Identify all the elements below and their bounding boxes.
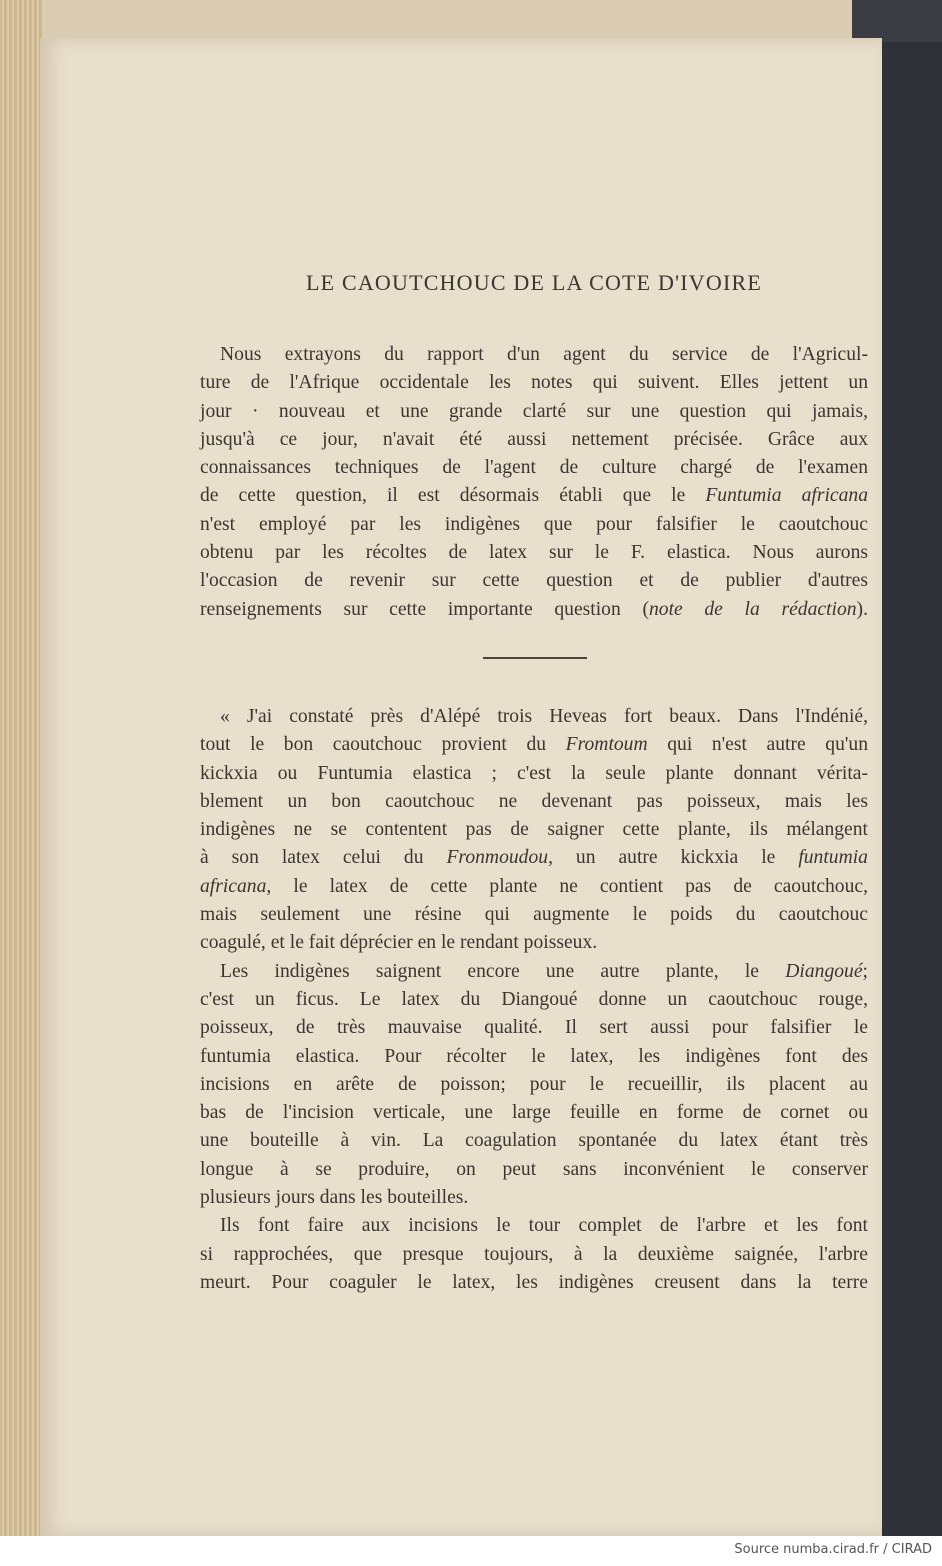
- text-segment: connaissances techniques de l'agent de culture chargé de l'examen: [200, 457, 868, 479]
- italic-text: funtumia: [798, 847, 868, 869]
- text-segment: tout le bon caoutchouc provient du: [200, 734, 566, 756]
- text-segment: Les indigènes saignent encore une autre plante, le: [220, 960, 786, 982]
- text-line: [200, 567, 868, 595]
- text-line: [200, 1156, 868, 1184]
- text-segment: mais seulement une résine qui augmente le poids du caoutchouc: [200, 904, 868, 926]
- text-segment: obtenu par les récoltes de latex sur le F. elastica. Nous aurons: [200, 542, 868, 564]
- text-segment: à son latex celui du: [200, 847, 447, 869]
- italic-text: Fromtoum: [565, 734, 648, 756]
- text-line: [200, 844, 868, 872]
- text-segment: funtumia elastica. Pour récolter le latex, les indigènes font des: [200, 1045, 868, 1067]
- text-line: [200, 929, 868, 957]
- text-segment: n'est employé par les indigènes que pour falsifier le caoutchouc: [200, 513, 868, 535]
- italic-text: africana: [200, 875, 267, 897]
- text-segment: jour · nouveau et une grande clarté sur une question qui jamais,: [200, 400, 868, 422]
- text-line: [200, 731, 868, 759]
- italic-text: note de la rédaction: [648, 598, 857, 620]
- text-segment: ).: [856, 598, 868, 620]
- text-line: [200, 1043, 868, 1071]
- text-line: [200, 958, 868, 986]
- text-segment: incisions en arête de poisson; pour le recueillir, ils placent au: [200, 1073, 868, 1095]
- text-segment: kickxia ou Funtumia elastica ; c'est la seule plante donnant vérita-: [200, 762, 868, 784]
- italic-text: Funtumia africana: [705, 485, 868, 507]
- text-segment: bas de l'incision verticale, une large feuille en forme de cornet ou: [200, 1102, 868, 1124]
- text-line: [200, 760, 868, 788]
- section-divider: [483, 657, 587, 659]
- text-line: [200, 539, 868, 567]
- text-line: [200, 873, 868, 901]
- text-segment: de cette question, il est désormais établi que le: [200, 485, 706, 507]
- text-line: [200, 1212, 868, 1240]
- text-line: [200, 482, 868, 510]
- text-line: [200, 1184, 868, 1212]
- page-stack-edge: [0, 0, 42, 1536]
- text-segment: c'est un ficus. Le latex du Diangoué donne un caoutchouc rouge,: [200, 988, 868, 1010]
- text-line: [200, 398, 868, 426]
- text-segment: renseignements sur cette importante question (: [200, 598, 649, 620]
- text-line: [200, 703, 868, 731]
- text-segment: si rapprochées, que presque toujours, à la deuxième saignée, l'arbre: [200, 1243, 868, 1265]
- italic-text: Fronmoudou: [446, 847, 549, 869]
- italic-text: Diangoué: [785, 960, 863, 982]
- text-segment: meurt. Pour coaguler le latex, les indigènes creusent dans la terre: [200, 1271, 868, 1293]
- text-line: [200, 369, 868, 397]
- book-binding: [880, 0, 942, 1536]
- text-line: [200, 454, 868, 482]
- editorial-note: [200, 341, 868, 624]
- text-line: [200, 1127, 868, 1155]
- report-text: [200, 703, 868, 1297]
- text-segment: « J'ai constaté près d'Alépé trois Heveas fort beaux. Dans l'Indénié,: [220, 706, 868, 727]
- text-line: [200, 1099, 868, 1127]
- text-segment: Ils font faire aux incisions le tour complet de l'arbre et les font: [220, 1215, 868, 1237]
- text-segment: qui n'est autre qu'un: [647, 734, 868, 756]
- article-title: LE CAOUTCHOUC DE LA COTE D'IVOIRE: [305, 270, 763, 295]
- text-line: [200, 1071, 868, 1099]
- book-cover-corner: [852, 0, 942, 42]
- text-line: [200, 1269, 868, 1297]
- text-segment: ture de l'Afrique occidentale les notes qui suivent. Elles jettent un: [200, 372, 868, 394]
- text-line: [200, 426, 868, 454]
- text-segment: plusieurs jours dans les bouteilles.: [200, 1187, 469, 1209]
- text-line: [200, 596, 868, 624]
- text-line: [200, 511, 868, 539]
- text-segment: blement un bon caoutchouc ne devenant pas poisseux, mais les: [200, 790, 868, 812]
- source-credit: Source numba.cirad.fr / CIRAD: [734, 1542, 932, 1557]
- text-line: [200, 816, 868, 844]
- text-line: [200, 901, 868, 929]
- text-line: [200, 1241, 868, 1269]
- text-segment: Nous extrayons du rapport d'un agent du service de l'Agricul-: [220, 344, 868, 365]
- text-segment: indigènes ne se contentent pas de saigner cette plante, ils mélangent: [200, 819, 868, 841]
- text-segment: l'occasion de revenir sur cette question et de publier d'autres: [200, 570, 868, 592]
- text-segment: longue à se produire, on peut sans inconvénient le conserver: [200, 1158, 868, 1180]
- text-line: [200, 986, 868, 1014]
- text-segment: poisseux, de très mauvaise qualité. Il sert aussi pour falsifier le: [200, 1017, 868, 1039]
- text-segment: , un autre kickxia le: [548, 847, 799, 869]
- text-line: [200, 1014, 868, 1042]
- text-segment: ;: [862, 960, 868, 982]
- text-segment: jusqu'à ce jour, n'avait été aussi nettement précisée. Grâce aux: [200, 428, 868, 450]
- text-segment: coagulé, et le fait déprécier en le rendant poisseux.: [200, 932, 598, 954]
- text-segment: , le latex de cette plante ne contient pas de caoutchouc,: [266, 875, 868, 897]
- text-segment: une bouteille à vin. La coagulation spontanée du latex étant très: [200, 1130, 868, 1152]
- text-line: [200, 341, 868, 369]
- text-line: [200, 788, 868, 816]
